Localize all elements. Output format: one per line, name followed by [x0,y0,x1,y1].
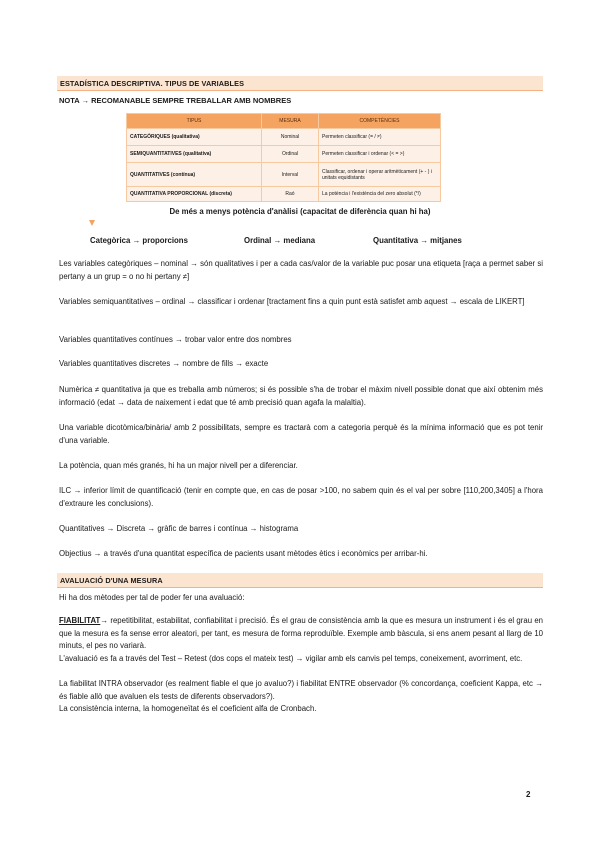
paragraph-consistencia: La consistència interna, la homogeneïtat és el coeficient alfa de Cronbach. [59,704,317,713]
page-number: 2 [526,790,531,799]
header-mesura: MESURA [262,114,319,129]
paragraph-ilc: ILC → inferior límit de quantificació (tenir en compte que, en cas de posar >100, no sabem quin és el val per sobre [110,200,3405] a l'hora d'extraure les conclusions). [59,486,543,508]
paragraph-semiquantitatives: Variables semiquantitatives – ordinal → classificar i ordenar [tractament fins a quin punt està satisfet amb aquest → escala de LIKERT] [59,297,525,306]
fiabilitat-text: → repetitibilitat, estabilitat, confiabilitat i precisió. És el grau de consistència amb la que es mesura un instrument i és el grau en que la mesura es fa sense error aleatori, per tant, es mesura de forma reproduïble. Exemple amb bàscula, si ens anem pesant al llarg de 10 minuts, el pes no variarà. [59,616,543,650]
fiabilitat-term: FIABILITAT [59,616,101,625]
paragraph-discretes: Variables quantitatives discretes → nombre de fills → exacte [59,359,269,368]
down-arrow-icon [89,220,95,226]
header-tipus: TIPUS [127,114,262,129]
cell-tipus: QUANTITATIVES (contínua) [127,163,262,187]
cell-mesura: Raó [262,187,319,202]
variable-types-table [126,113,441,202]
cell-competencies: La potència i l'existència del zero absolut (*/) [319,187,441,202]
paragraph-test-retest: L'avaluació es fa a través del Test – Retest (dos cops el mateix test) → vigilar amb els canvis pel temps, coneixement, avorriment, etc. [59,654,523,663]
cell-competencies: Permeten classificar i ordenar (< = >) [319,146,441,163]
paragraph-categoriques: Les variables categòriques – nominal → són qualitatives i per a cada cas/valor de la variable puc posar una etiqueta [raça a permet saber si pertany a un grup = o no hi pertany ≠] [59,259,543,281]
paragraph-quantitatives-grafics: Quantitatives → Discreta → gràfic de barres i contínua → histograma [59,524,299,533]
paragraph-fiabilitat [59,615,543,653]
cell-competencies: Permeten classificar (= / ≠) [319,129,441,146]
paragraph-objectius: Objectius → a través d'una quantitat específica de pacients usant mètodes ètics i econòmics per arribar-hi. [59,549,428,558]
table-row [127,187,441,202]
paragraph-continues: Variables quantitatives contínues → trobar valor entre dos nombres [59,335,292,344]
cell-tipus: CATEGÒRIQUES (qualitativa) [127,129,262,146]
table-row [127,146,441,163]
cell-mesura: Nominal [262,129,319,146]
table-row [127,163,441,187]
cell-mesura: Interval [262,163,319,187]
table-header-row [127,114,441,129]
section-heading-estadistica: ESTADÍSTICA DESCRIPTIVA. TIPUS DE VARIABLES [57,76,543,91]
paragraph-dicotomica: Una variable dicotòmica/binària/ amb 2 possibilitats, sempre es tractarà com a categoria perquè és la mínima informació que es pot tenir d'una variable. [59,423,543,445]
cell-tipus: QUANTITATIVA PROPORCIONAL (discreta) [127,187,262,202]
paragraph-numerica: Numèrica ≠ quantitativa ja que es treballa amb números; si és possible s'ha de trobar el màxim nivell possible donat que així obtenim més informació (edat → data de naixement i edat que té amb precisió quan agafa la malaltia). [59,385,543,407]
cell-mesura: Ordinal [262,146,319,163]
scale-quantitativa: Quantitativa → mitjanes [373,236,462,245]
nota-line: NOTA → RECOMANABLE SEMPRE TREBALLAR AMB NOMBRES [59,96,292,105]
paragraph-avaluacio-intro: Hi ha dos mètodes per tal de poder fer una avaluació: [59,593,245,602]
paragraph-intra-entre: La fiabilitat INTRA observador (es realment fiable el que jo avaluo?) i fiabilitat ENTRE observador (% concordança, coeficient Kappa, etc → és fiable allò que avaluen els tests de diferents observadors?). [59,679,543,701]
section-heading-avaluacio: AVALUACIÓ D'UNA MESURA [57,573,543,588]
header-competencies: COMPETÈNCIES [319,114,441,129]
power-note: De més a menys potència d'anàlisi (capacitat de diferència quan hi ha) [169,207,431,216]
paragraph-potencia: La potència, quan més granés, hi ha un major nivell per a diferenciar. [59,461,298,470]
scale-ordinal: Ordinal → mediana [244,236,316,245]
scale-categorica: Categòrica → proporcions [90,236,188,245]
table-row [127,129,441,146]
cell-competencies: Classificar, ordenar i operar aritmèticament (+ - ) i unitats equidistants [319,163,441,187]
cell-tipus: SEMIQUANTITATIVES (qualitativa) [127,146,262,163]
